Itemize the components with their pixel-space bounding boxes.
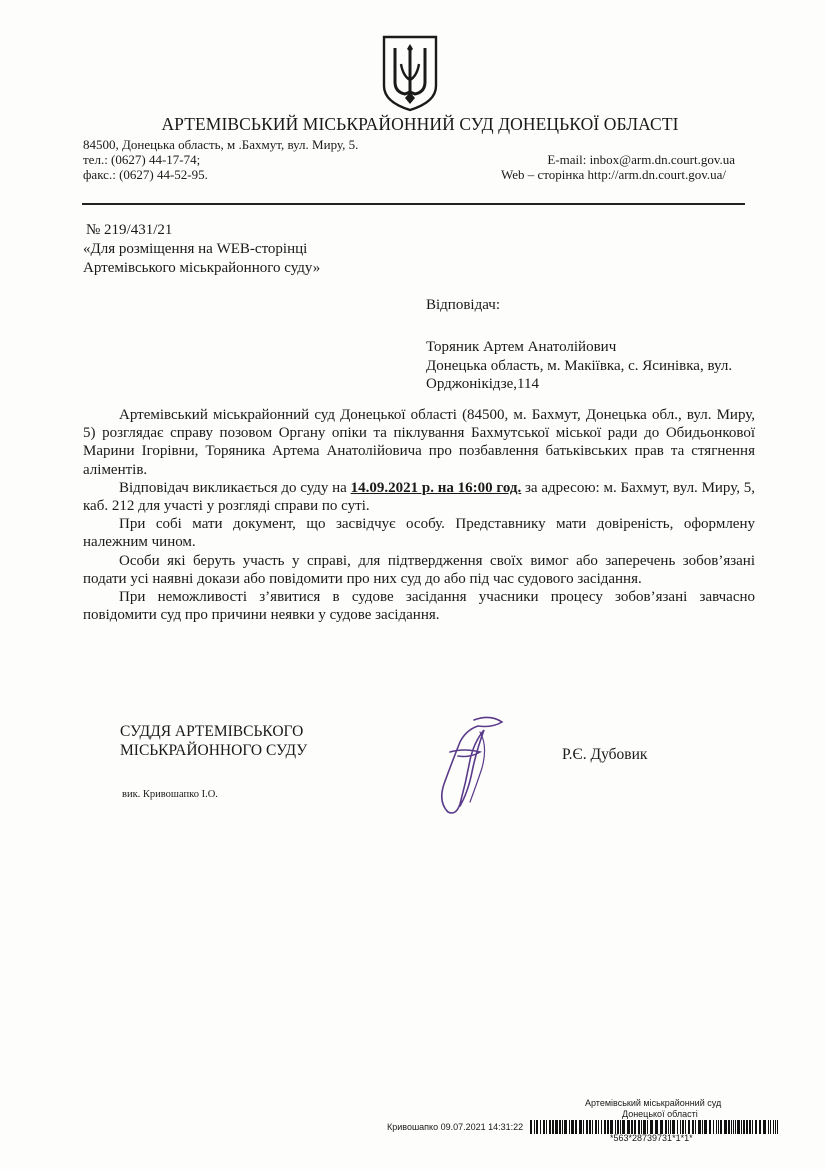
stamp-court-line2: Донецької області [622,1109,698,1119]
court-phone: тел.: (0627) 44-17-74; [83,152,201,167]
judge-title-line2: МІСЬКРАЙОННОГО СУДУ [120,742,308,759]
body-paragraph-absence: При неможливості з’явитися в судове засідання учасники процесу зобов’язані завчасно повідомити суд про причини неявки у судове засідання. [83,589,755,624]
stamp-court-line1: Артемівський міськрайонний суд [585,1098,722,1108]
barcode-number: *563*28739731*1*1* [610,1133,693,1143]
respondent-address-line2: Орджонікідзе,114 [426,376,539,392]
ukraine-coat-of-arms-icon [381,34,439,112]
publication-note-line2: Артемівського міськрайонного суду» [83,260,321,276]
stamp-clerk-date: Кривошапко 09.07.2021 14:31:22 [387,1122,524,1132]
court-address: 84500, Донецька область, м .Бахмут, вул. Миру, 5. [83,137,359,152]
respondent-address-line1: Донецька область, м. Макіївка, с. Ясинівка, вул. [426,358,733,374]
court-email: E-mail: inbox@arm.dn.court.gov.ua [547,152,735,167]
hearing-text-before: Відповідач викликається до суду на [119,479,351,496]
case-number: № 219/431/21 [86,222,173,238]
body-paragraph-documents: При собі мати документ, що засвідчує особу. Представнику мати довіреність, оформлену належним чином. [83,516,755,551]
respondent-heading: Відповідач: [426,297,500,313]
respondent-name: Торяник Артем Анатолійович [426,339,617,355]
publication-note-line1: «Для розміщення на WEB-сторінці [83,241,308,257]
hearing-datetime: 14.09.2021 р. на 16:00 год. [350,479,522,496]
court-fax: факс.: (0627) 44-52-95. [83,167,208,182]
body-paragraph-case: Артемівський міськрайонний суд Донецької області (84500, м. Бахмут, Донецька обл., вул. Миру, 5) розглядає справу позовом Органу опіки та піклування Бахмутської міської ради до Обидьонкової Марини Ігорівни, Торяника Артема Анатолійовича про позбавлення батьківських прав та стягнення аліментів. [83,407,755,478]
barcode-icon [530,1120,778,1134]
body-paragraph-evidence: Особи які беруть участь у справі, для підтвердження своїх вимог або заперечень зобов’язані подати усі наявні докази або повідомити про них суд до або під час судового засідання. [83,552,755,587]
header-divider [82,203,745,205]
court-website: Web – сторінка http://arm.dn.court.gov.ua/ [500,167,726,182]
judge-signature [430,712,510,818]
court-name-heading: АРТЕМІВСЬКИЙ МІСЬКРАЙОННИЙ СУД ДОНЕЦЬКОЇ ОБЛАСТІ [161,114,679,134]
judge-title-line1: СУДДЯ АРТЕМІВСЬКОГО [120,723,304,740]
judge-name: Р.Є. Дубовик [562,746,648,763]
hearing-text-after: за адресою: м. Бахмут, вул. Миру, 5, каб. 212 для участі у розгляді справи по суті. [83,479,755,515]
executor-note: вик. Кривошапко І.О. [122,789,218,800]
body-paragraph-hearing [83,479,755,515]
summons-body [83,406,755,624]
